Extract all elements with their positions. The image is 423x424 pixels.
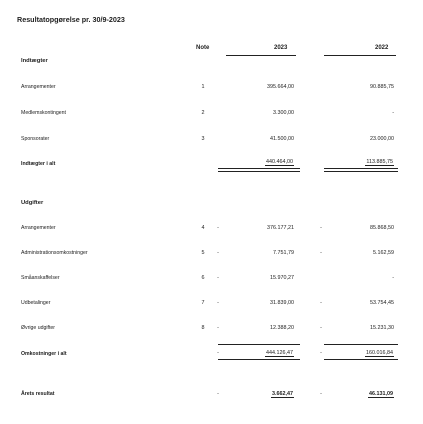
expense-row-note: 8 [201, 325, 205, 331]
income-row-2022: 90.885,75 [370, 84, 394, 90]
expenses-total-dash: - [320, 350, 322, 356]
expense-row-label: Øvrige udgifter [21, 325, 56, 331]
expense-row-2022: 5.162,59 [373, 250, 394, 256]
expense-row-2022: 53.754,45 [370, 300, 394, 306]
result-dash: - [320, 391, 322, 397]
expense-row-2023: 7.751,79 [273, 250, 294, 256]
note-column-header: Note [196, 45, 210, 51]
year-2022-column-header: 2022 [375, 45, 389, 51]
expenses-total-top-rule-2022 [324, 344, 398, 345]
expenses-total-2022-value: 160.016,84 [366, 350, 393, 356]
income-row-2022: - [392, 110, 394, 116]
expenses-total-rule-2023 [218, 359, 300, 360]
income-row-label: Medlemskontingent [21, 110, 66, 116]
expense-row-2023: 15.970,27 [270, 275, 294, 281]
income-row-2023: 395.664,00 [267, 84, 294, 90]
income-total-label: Indtægter i alt [21, 161, 56, 167]
expense-row-dash: - [320, 225, 322, 231]
year-2023-column-header: 2023 [274, 45, 288, 51]
expense-row-2023: 12.388,20 [270, 325, 294, 331]
expenses-total-rule-2022 [324, 359, 398, 360]
expense-row-2023: 376.177,21 [267, 225, 294, 231]
expense-row-note: 4 [201, 225, 205, 231]
income-row-2022: 23.000,00 [370, 136, 394, 142]
page-title: Resultatopgørelse pr. 30/9-2023 [17, 15, 125, 24]
header-rule-2023 [226, 55, 296, 56]
expense-row-dash: - [217, 300, 219, 306]
income-row-note: 3 [201, 136, 205, 142]
income-total-rule-2022 [324, 168, 398, 169]
expenses-total-2023 [226, 350, 294, 356]
expense-row-note: 5 [201, 250, 205, 256]
income-total-2023-value: 440.464,00 [266, 159, 293, 165]
expense-row-2023: 31.839,00 [270, 300, 294, 306]
expense-row-2022: - [392, 275, 394, 281]
expense-row-label: Småanskaffelser [21, 275, 60, 281]
expenses-total-2023-value: 444.126,47 [266, 350, 293, 356]
income-total-double-rule-2023 [218, 171, 300, 172]
expense-row-dash: - [320, 300, 322, 306]
expense-row-label: Administrationsomkostninger [21, 250, 88, 256]
expense-row-note: 7 [201, 300, 205, 306]
expense-row-dash: - [217, 275, 219, 281]
result-label: Årets resultat [21, 391, 55, 397]
expense-row-dash: - [217, 225, 219, 231]
result-2022-value: 46.131,09 [369, 391, 393, 397]
income-total-2023 [226, 159, 294, 165]
expenses-total-dash: - [217, 350, 219, 356]
result-dash: - [217, 391, 219, 397]
income-row-label: Sponsorater [21, 136, 50, 142]
expense-row-dash: - [320, 250, 322, 256]
expenses-total-label: Omkostninger i alt [21, 351, 67, 357]
header-rule-2022 [324, 55, 396, 56]
expense-row-2022: 85.868,50 [370, 225, 394, 231]
expense-row-dash: - [217, 250, 219, 256]
expenses-section-heading: Udgifter [21, 200, 44, 206]
result-2023 [226, 391, 294, 397]
result-2023-value: 3.662,47 [272, 391, 293, 397]
income-row-label: Arrangementer [21, 84, 56, 90]
expense-row-dash: - [217, 325, 219, 331]
income-total-rule-2023 [218, 168, 300, 169]
income-section-heading: Indtægter [21, 58, 48, 64]
income-row-note: 2 [201, 110, 205, 116]
expense-row-note: 6 [201, 275, 205, 281]
income-total-double-rule-2022 [324, 171, 398, 172]
income-row-2023: 41.500,00 [270, 136, 294, 142]
expense-row-label: Udbetalinger [21, 300, 51, 306]
expense-row-2022: 15.231,30 [370, 325, 394, 331]
expense-row-dash: - [320, 325, 322, 331]
expense-row-label: Arrangementer [21, 225, 56, 231]
income-row-2023: 3.300,00 [273, 110, 294, 116]
expenses-total-top-rule-2023 [218, 344, 300, 345]
income-row-note: 1 [201, 84, 205, 90]
income-total-2022 [336, 159, 394, 165]
expenses-total-2022 [336, 350, 394, 356]
result-2022 [336, 391, 394, 397]
income-total-2022-value: 113.885,75 [366, 159, 393, 165]
